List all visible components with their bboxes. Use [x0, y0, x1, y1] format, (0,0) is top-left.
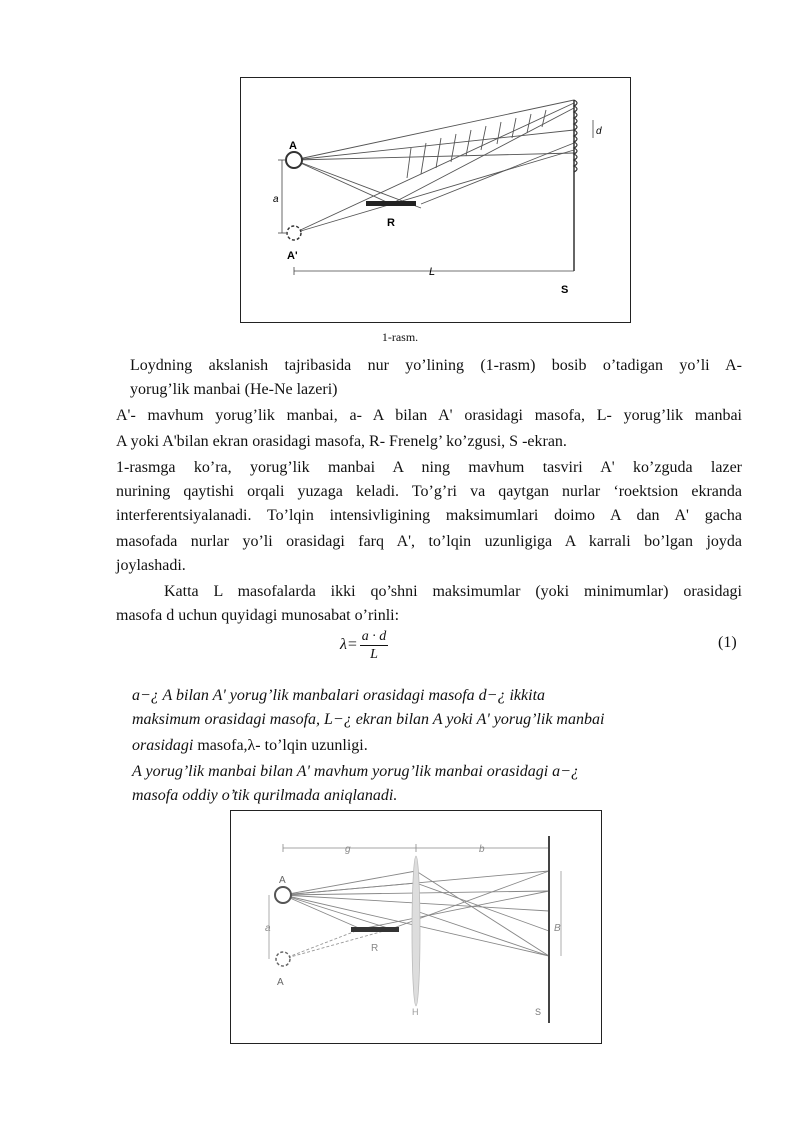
virtual-source-icon: [287, 226, 301, 240]
explanation-line-1: a−¿ A bilan A' yorug’lik manbalari orasidagi masofa d−¿ ikkita: [132, 687, 546, 704]
virtual-source-icon: [276, 952, 290, 966]
figure-1-drawing: [241, 78, 630, 322]
figure-2-drawing: [231, 811, 601, 1043]
formula-numerator: a · d: [361, 629, 387, 644]
equation-number: (1): [718, 634, 737, 651]
formula-denominator: L: [370, 647, 378, 662]
paragraph-3-line-3: interferentsiyalanadi. To’lqin intensivligining maksimumlari doimo A dan A' gacha: [116, 507, 742, 524]
lens-h: [412, 856, 420, 1006]
figure-2-setup: [230, 810, 602, 1044]
paragraph-1-line-2: yorug’lik manbai (He-Ne lazeri): [130, 381, 338, 398]
label-s: S: [535, 1007, 542, 1017]
label-l: L: [429, 266, 436, 278]
explanation-line-5: masofa oddiy o’tik qurilmada aniqlanadi.: [132, 787, 398, 804]
figure-1-lloyd-mirror: [240, 77, 631, 323]
explanation-line-3-italic: orasidagi: [132, 737, 194, 754]
explanation-line-3-rest: masofa,λ- to’lqin uzunligi.: [193, 737, 368, 754]
paragraph-2-line-2: A yoki A'bilan ekran orasidagi masofa, R- Frenelg’ ko’zgusi, S -ekran.: [116, 433, 567, 450]
paragraph-3-line-1: 1-rasmga ko’ra, yorug’lik manbai A ning mavhum tasviri A' ko’zguda lazer: [116, 459, 742, 476]
label-r: R: [371, 943, 379, 954]
label-r: R: [387, 217, 395, 229]
explanation-line-3: [132, 734, 732, 758]
paragraph-2-line-1: A'- mavhum yorug’lik manbai, a- A bilan A' orasidagi masofa, L- yorug’lik manbai: [116, 407, 742, 424]
mirror-r: [351, 927, 399, 932]
label-a-source: A: [279, 875, 286, 886]
paragraph-3-line-2: nurining qaytishi orqali yuzaga keladi. To’g’ri va qaytgan nurlar ‘roektsion ekranda: [116, 483, 742, 500]
mirror-r: [366, 201, 416, 206]
label-a-distance: a: [273, 194, 279, 205]
paragraph-1-line-1: Loydning akslanish tajribasida nur yo’lining (1-rasm) bosib o’tadigan yo’li A-: [130, 357, 742, 374]
explanation-line-4: A yorug’lik manbai bilan A' mavhum yorug’lik manbai orasidagi a−¿: [132, 763, 579, 780]
formula-fraction: [360, 628, 389, 663]
label-s: S: [561, 284, 569, 296]
label-d: d: [596, 126, 602, 137]
figure-1-caption: 1-rasm.: [381, 330, 419, 344]
paragraph-4-line-2: masofa d uchun quyidagi munosabat o’rinli:: [116, 607, 400, 624]
label-g: g: [345, 844, 351, 855]
formula-wavelength: [340, 628, 388, 663]
label-a-source: A: [289, 140, 297, 152]
label-a-virtual: A: [277, 977, 284, 988]
label-b-screen: B: [554, 923, 561, 934]
explanation-line-2: maksimum orasidagi masofa, L−¿ ekran bilan A yoki A' yorug’lik manbai: [132, 711, 605, 728]
source-a-icon: [275, 887, 291, 903]
label-b: b: [479, 844, 485, 855]
label-a-distance: a: [265, 923, 271, 934]
formula-lhs: λ=: [340, 636, 358, 654]
label-h: H: [412, 1007, 419, 1017]
paragraph-4-line-1: Katta L masofalarda ikki qo’shni maksimumlar (yoki minimumlar) orasidagi: [164, 583, 742, 600]
label-a-prime: A': [287, 250, 298, 262]
paragraph-3-line-4: masofada nurlar yo’li orasidagi farq A', to’lqin uzunligiga A karrali bo’lgan joyda: [116, 533, 742, 550]
source-a-icon: [286, 152, 302, 168]
paragraph-3-line-5: joylashadi.: [116, 557, 186, 574]
